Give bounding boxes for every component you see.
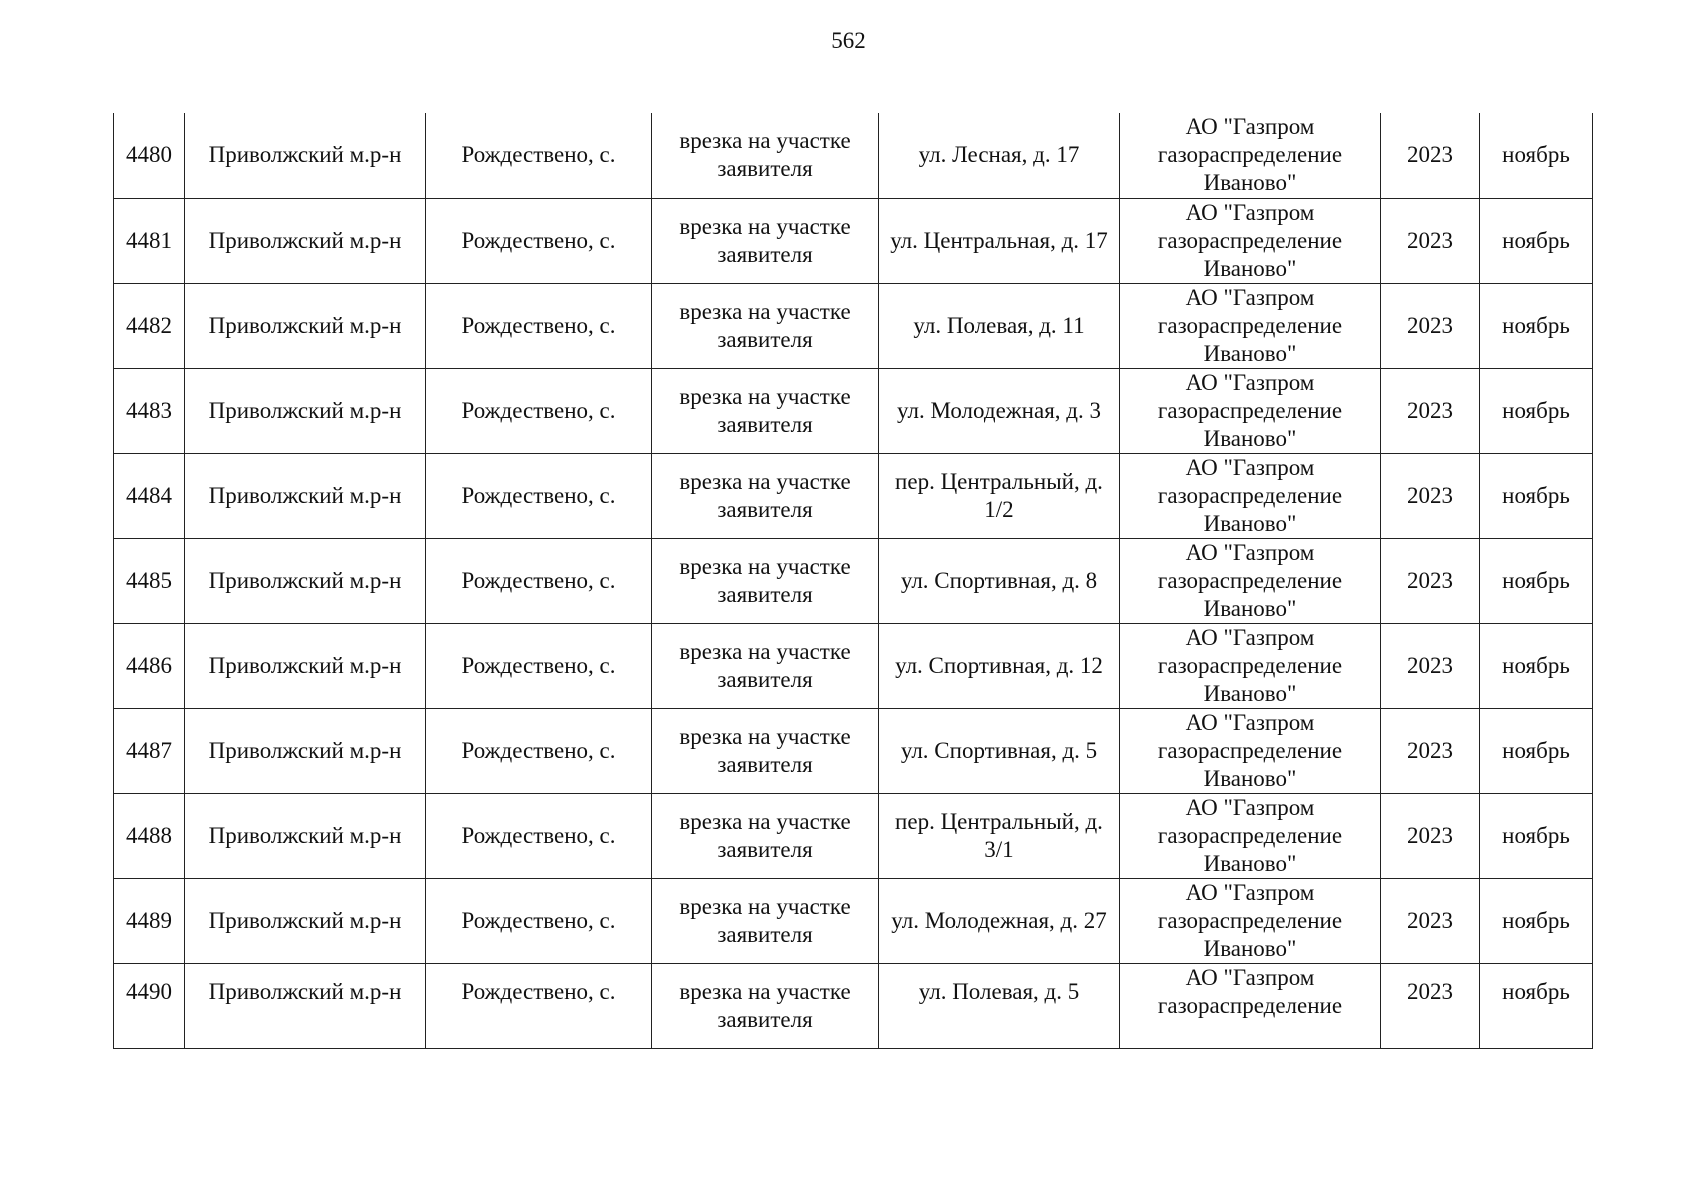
month-cell <box>1480 368 1593 453</box>
locality-cell <box>426 198 652 283</box>
row-number-cell <box>114 878 185 963</box>
connection-method-cell <box>652 198 879 283</box>
organization-text: АО "Газпром газораспределение Иваново" <box>1157 624 1343 706</box>
organization-cell <box>1120 793 1381 878</box>
connection-method-cell <box>652 708 879 793</box>
organization-cell <box>1120 453 1381 538</box>
locality-text: Рождествено, с. <box>461 567 616 593</box>
organization-cell <box>1120 283 1381 368</box>
organization-cell <box>1120 623 1381 708</box>
month-cell <box>1480 453 1593 538</box>
address-text: ул. Спортивная, д. 8 <box>900 567 1098 593</box>
district-text: Приволжский м.р-н <box>208 397 402 423</box>
year-cell <box>1381 708 1480 793</box>
connection-method-cell <box>652 113 879 198</box>
year-text: 2023 <box>1407 227 1453 253</box>
connection-method-text: врезка на участке заявителя <box>679 213 851 267</box>
address-cell <box>879 963 1120 1048</box>
year-cell <box>1381 538 1480 623</box>
month-text: ноябрь <box>1502 227 1570 253</box>
district-text: Приволжский м.р-н <box>208 482 402 508</box>
address-cell <box>879 453 1120 538</box>
district-cell <box>185 708 426 793</box>
year-cell <box>1381 368 1480 453</box>
table-row <box>114 368 1593 453</box>
year-cell <box>1381 283 1480 368</box>
district-cell <box>185 793 426 878</box>
month-text: ноябрь <box>1502 907 1570 933</box>
locality-cell <box>426 113 652 198</box>
connection-method-text: врезка на участке заявителя <box>679 723 851 777</box>
address-cell <box>879 368 1120 453</box>
district-text: Приволжский м.р-н <box>208 822 402 848</box>
month-text: ноябрь <box>1502 567 1570 593</box>
year-text: 2023 <box>1407 978 1453 1004</box>
connection-method-cell <box>652 453 879 538</box>
district-text: Приволжский м.р-н <box>208 312 402 338</box>
year-cell <box>1381 793 1480 878</box>
month-cell <box>1480 113 1593 198</box>
organization-cell <box>1120 368 1381 453</box>
connection-method-text: врезка на участке заявителя <box>679 468 851 522</box>
locality-cell <box>426 368 652 453</box>
locality-text: Рождествено, с. <box>461 482 616 508</box>
year-text: 2023 <box>1407 482 1453 508</box>
month-cell <box>1480 793 1593 878</box>
organization-cell <box>1120 708 1381 793</box>
district-cell <box>185 113 426 198</box>
row-number-text: 4486 <box>126 652 172 678</box>
district-text: Приволжский м.р-н <box>208 227 402 253</box>
organization-text: АО "Газпром газораспределение Иваново" <box>1157 794 1343 876</box>
year-text: 2023 <box>1407 737 1453 763</box>
row-number-text: 4484 <box>126 482 172 508</box>
month-text: ноябрь <box>1502 822 1570 848</box>
month-cell <box>1480 708 1593 793</box>
year-text: 2023 <box>1407 397 1453 423</box>
table-row <box>114 283 1593 368</box>
district-text: Приволжский м.р-н <box>208 978 402 1004</box>
month-cell <box>1480 283 1593 368</box>
month-text: ноябрь <box>1502 312 1570 338</box>
month-text: ноябрь <box>1502 142 1570 168</box>
row-number-text: 4489 <box>126 907 172 933</box>
connection-method-text: врезка на участке заявителя <box>679 298 851 352</box>
organization-text: АО "Газпром газораспределение <box>1157 964 1343 1018</box>
table-row <box>114 453 1593 538</box>
address-text: ул. Молодежная, д. 27 <box>891 907 1107 933</box>
locality-text: Рождествено, с. <box>461 312 616 338</box>
row-number-cell <box>114 708 185 793</box>
row-number-cell <box>114 963 185 1048</box>
organization-text: АО "Газпром газораспределение Иваново" <box>1157 284 1343 366</box>
address-text: ул. Полевая, д. 11 <box>913 312 1085 338</box>
address-text: ул. Центральная, д. 17 <box>890 227 1108 253</box>
connection-method-cell <box>652 283 879 368</box>
organization-cell <box>1120 963 1381 1048</box>
row-number-cell <box>114 623 185 708</box>
month-text: ноябрь <box>1502 978 1570 1004</box>
year-cell <box>1381 878 1480 963</box>
address-cell <box>879 538 1120 623</box>
row-number-cell <box>114 198 185 283</box>
row-number-cell <box>114 368 185 453</box>
year-text: 2023 <box>1407 567 1453 593</box>
connection-method-cell <box>652 963 879 1048</box>
row-number-text: 4482 <box>126 312 172 338</box>
year-cell <box>1381 113 1480 198</box>
connection-method-cell <box>652 538 879 623</box>
organization-text: АО "Газпром газораспределение Иваново" <box>1157 369 1343 451</box>
month-cell <box>1480 623 1593 708</box>
connection-method-text: врезка на участке заявителя <box>679 638 851 692</box>
year-text: 2023 <box>1407 312 1453 338</box>
table-row <box>114 708 1593 793</box>
table-row <box>114 963 1593 1048</box>
connection-method-cell <box>652 623 879 708</box>
table-row <box>114 623 1593 708</box>
table-row <box>114 113 1593 198</box>
address-cell <box>879 623 1120 708</box>
row-number-text: 4487 <box>126 737 172 763</box>
year-cell <box>1381 623 1480 708</box>
locality-text: Рождествено, с. <box>461 652 616 678</box>
year-text: 2023 <box>1407 822 1453 848</box>
connection-method-cell <box>652 878 879 963</box>
address-text: ул. Спортивная, д. 12 <box>895 652 1103 678</box>
locality-cell <box>426 708 652 793</box>
connection-method-cell <box>652 793 879 878</box>
locality-text: Рождествено, с. <box>461 978 616 1004</box>
district-cell <box>185 878 426 963</box>
address-text: ул. Полевая, д. 5 <box>918 978 1080 1004</box>
address-text: ул. Лесная, д. 17 <box>918 142 1080 168</box>
month-cell <box>1480 963 1593 1048</box>
locality-cell <box>426 538 652 623</box>
row-number-cell <box>114 283 185 368</box>
connection-method-text: врезка на участке заявителя <box>679 978 851 1032</box>
address-cell <box>879 878 1120 963</box>
district-text: Приволжский м.р-н <box>208 567 402 593</box>
district-cell <box>185 623 426 708</box>
district-cell <box>185 368 426 453</box>
organization-text: АО "Газпром газораспределение Иваново" <box>1157 199 1343 281</box>
organization-text: АО "Газпром газораспределение Иваново" <box>1157 879 1343 961</box>
district-text: Приволжский м.р-н <box>208 142 402 168</box>
address-text: ул. Молодежная, д. 3 <box>897 397 1101 423</box>
locality-text: Рождествено, с. <box>461 397 616 423</box>
district-cell <box>185 453 426 538</box>
district-cell <box>185 198 426 283</box>
month-cell <box>1480 198 1593 283</box>
organization-cell <box>1120 113 1381 198</box>
district-cell <box>185 963 426 1048</box>
district-cell <box>185 538 426 623</box>
year-text: 2023 <box>1407 652 1453 678</box>
locality-cell <box>426 623 652 708</box>
district-cell <box>185 283 426 368</box>
row-number-text: 4480 <box>126 142 172 168</box>
table-body <box>114 113 1593 1048</box>
connection-method-text: врезка на участке заявителя <box>679 808 851 862</box>
address-cell <box>879 198 1120 283</box>
organization-cell <box>1120 538 1381 623</box>
address-text: ул. Спортивная, д. 5 <box>900 737 1098 763</box>
address-cell <box>879 113 1120 198</box>
table-row <box>114 198 1593 283</box>
connection-method-text: врезка на участке заявителя <box>679 128 851 182</box>
organization-text: АО "Газпром газораспределение Иваново" <box>1157 539 1343 621</box>
page-number: 562 <box>831 28 866 53</box>
month-cell <box>1480 878 1593 963</box>
table-row <box>114 538 1593 623</box>
connection-method-text: врезка на участке заявителя <box>679 553 851 607</box>
address-cell <box>879 793 1120 878</box>
row-number-cell <box>114 453 185 538</box>
organization-text: АО "Газпром газораспределение Иваново" <box>1157 454 1343 536</box>
year-cell <box>1381 453 1480 538</box>
locality-cell <box>426 878 652 963</box>
organization-text: АО "Газпром газораспределение Иваново" <box>1157 114 1343 196</box>
locality-text: Рождествено, с. <box>461 822 616 848</box>
address-text: пер. Центральный, д. 3/1 <box>895 808 1103 862</box>
row-number-text: 4483 <box>126 397 172 423</box>
locality-text: Рождествено, с. <box>461 227 616 253</box>
month-text: ноябрь <box>1502 397 1570 423</box>
row-number-cell <box>114 113 185 198</box>
locality-cell <box>426 963 652 1048</box>
row-number-text: 4490 <box>126 978 172 1004</box>
gasification-table <box>113 113 1593 1049</box>
row-number-text: 4485 <box>126 567 172 593</box>
year-text: 2023 <box>1407 142 1453 168</box>
month-cell <box>1480 538 1593 623</box>
locality-text: Рождествено, с. <box>461 142 616 168</box>
district-text: Приволжский м.р-н <box>208 652 402 678</box>
district-text: Приволжский м.р-н <box>208 737 402 763</box>
locality-cell <box>426 453 652 538</box>
connection-method-cell <box>652 368 879 453</box>
month-text: ноябрь <box>1502 482 1570 508</box>
connection-method-text: врезка на участке заявителя <box>679 893 851 947</box>
district-text: Приволжский м.р-н <box>208 907 402 933</box>
address-cell <box>879 283 1120 368</box>
locality-cell <box>426 793 652 878</box>
organization-text: АО "Газпром газораспределение Иваново" <box>1157 709 1343 791</box>
year-text: 2023 <box>1407 907 1453 933</box>
row-number-text: 4488 <box>126 822 172 848</box>
address-cell <box>879 708 1120 793</box>
locality-text: Рождествено, с. <box>461 737 616 763</box>
table-row <box>114 793 1593 878</box>
organization-cell <box>1120 878 1381 963</box>
locality-cell <box>426 283 652 368</box>
address-text: пер. Центральный, д. 1/2 <box>895 468 1103 522</box>
row-number-text: 4481 <box>126 227 172 253</box>
row-number-cell <box>114 538 185 623</box>
organization-cell <box>1120 198 1381 283</box>
row-number-cell <box>114 793 185 878</box>
locality-text: Рождествено, с. <box>461 907 616 933</box>
month-text: ноябрь <box>1502 652 1570 678</box>
year-cell <box>1381 198 1480 283</box>
table-row <box>114 878 1593 963</box>
year-cell <box>1381 963 1480 1048</box>
connection-method-text: врезка на участке заявителя <box>679 383 851 437</box>
month-text: ноябрь <box>1502 737 1570 763</box>
